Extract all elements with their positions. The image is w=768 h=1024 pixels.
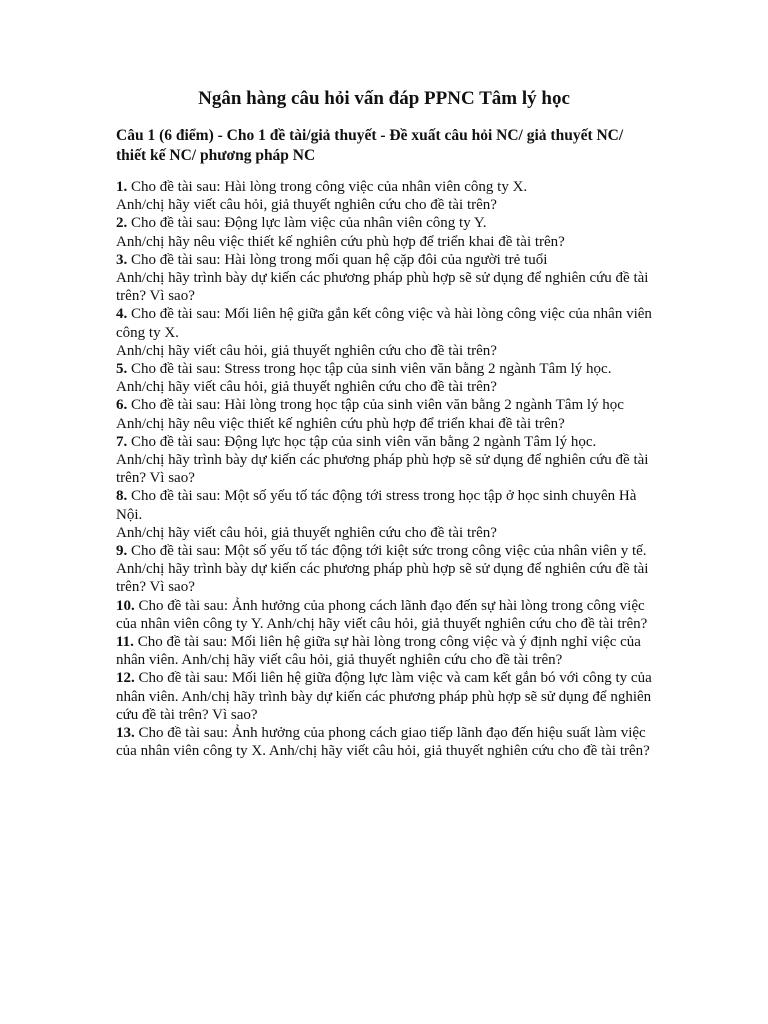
question-item [116, 669, 652, 724]
question-item [116, 251, 652, 306]
question-item [116, 633, 652, 669]
question-topic [116, 433, 652, 451]
question-topic-text: Cho đề tài sau: Ảnh hưởng của phong cách giao tiếp lãnh đạo đến hiệu suất làm việc của nhân viên công ty X. Anh/chị hãy viết câu hỏi, giả thuyết nghiên cứu cho đề tài trên? [116, 725, 650, 760]
question-number: 6. [116, 397, 128, 414]
question-topic [116, 597, 652, 633]
question-task: Anh/chị hãy nêu việc thiết kế nghiên cứu phù hợp để triển khai đề tài trên? [116, 233, 565, 250]
question-topic-text: Cho đề tài sau: Hài lòng trong học tập của sinh viên văn bằng 2 ngành Tâm lý học [127, 397, 624, 414]
question-topic-text: Cho đề tài sau: Stress trong học tập của sinh viên văn bằng 2 ngành Tâm lý học. [127, 361, 612, 378]
question-item [116, 360, 652, 396]
question-task: Anh/chị hãy trình bày dự kiến các phương pháp phù hợp sẽ sử dụng để nghiên cứu đề tài trên? Vì sao? [116, 452, 649, 487]
question-topic-text: Cho đề tài sau: Ảnh hưởng của phong cách lãnh đạo đến sự hài lòng trong công việc của nhân viên công ty Y. Anh/chị hãy viết câu hỏi, giả thuyết nghiên cứu cho đề tài trên? [116, 597, 648, 632]
question-number: 5. [116, 361, 128, 378]
question-item [116, 178, 652, 214]
question-topic [116, 251, 652, 269]
question-task: Anh/chị hãy viết câu hỏi, giả thuyết nghiên cứu cho đề tài trên? [116, 379, 497, 396]
question-number: 1. [116, 179, 128, 195]
question-task: Anh/chị hãy viết câu hỏi, giả thuyết nghiên cứu cho đề tài trên? [116, 197, 497, 214]
question-topic-text: Cho đề tài sau: Mối liên hệ giữa gắn kết công việc và hài lòng công việc của nhân viên công ty X. [116, 306, 652, 341]
question-topic [116, 633, 652, 669]
question-topic-text: Cho đề tài sau: Mối liên hệ giữa động lực làm việc và cam kết gắn bó với công ty của nhân viên. Anh/chị hãy trình bày dự kiến các phương pháp phù hợp sẽ sử dụng để nghiên cứu đề tài trên? Vì sao? [116, 670, 652, 723]
question-task: Anh/chị hãy nêu việc thiết kế nghiên cứu phù hợp để triển khai đề tài trên? [116, 415, 565, 432]
question-item [116, 214, 652, 250]
question-number: 8. [116, 488, 128, 505]
question-number: 10. [116, 597, 135, 614]
section-title: Câu 1 (6 điểm) - Cho 1 đề tài/giả thuyết - Đề xuất câu hỏi NC/ giả thuyết NC/ thiết kế NC/ phương pháp NC [116, 127, 624, 164]
question-item [116, 542, 652, 597]
question-number: 13. [116, 725, 135, 742]
question-item [116, 396, 652, 432]
question-topic-text: Cho đề tài sau: Hài lòng trong mối quan hệ cặp đôi của người trẻ tuổi [127, 251, 548, 268]
question-item [116, 597, 652, 633]
question-topic [116, 669, 652, 724]
question-topic-text: Cho đề tài sau: Mối liên hệ giữa sự hài lòng trong công việc và ý định nghỉ việc của nhân viên. Anh/chị hãy viết câu hỏi, giả thuyết nghiên cứu cho đề tài trên? [116, 634, 641, 669]
question-topic [116, 724, 652, 760]
question-topic [116, 178, 652, 196]
question-number: 9. [116, 543, 128, 560]
question-topic-text: Cho đề tài sau: Một số yếu tố tác động tới stress trong học tập ở học sinh chuyên Hà Nội. [116, 488, 637, 523]
question-item [116, 487, 652, 542]
question-topic-text: Cho đề tài sau: Động lực học tập của sinh viên văn bằng 2 ngành Tâm lý học. [127, 433, 597, 450]
question-topic [116, 542, 652, 560]
question-task: Anh/chị hãy trình bày dự kiến các phương pháp phù hợp sẽ sử dụng để nghiên cứu đề tài trên? Vì sao? [116, 270, 649, 305]
question-item [116, 724, 652, 760]
question-item [116, 433, 652, 488]
question-item [116, 305, 652, 360]
question-topic [116, 360, 652, 378]
question-number: 3. [116, 251, 128, 268]
question-number: 12. [116, 670, 135, 687]
question-topic-text: Cho đề tài sau: Hài lòng trong công việc của nhân viên công ty X. [127, 179, 528, 195]
question-number: 11. [116, 634, 134, 651]
question-topic [116, 305, 652, 341]
question-topic-text: Cho đề tài sau: Động lực làm việc của nhân viên công ty Y. [127, 215, 487, 232]
document-title: Ngân hàng câu hỏi vấn đáp PPNC Tâm lý học [198, 88, 570, 109]
question-topic-text: Cho đề tài sau: Một số yếu tố tác động tới kiệt sức trong công việc của nhân viên y tế. [127, 543, 647, 560]
question-number: 4. [116, 306, 128, 323]
question-number: 7. [116, 433, 128, 450]
question-topic [116, 396, 652, 414]
question-task: Anh/chị hãy viết câu hỏi, giả thuyết nghiên cứu cho đề tài trên? [116, 342, 497, 359]
document-page [116, 86, 652, 761]
question-task: Anh/chị hãy trình bày dự kiến các phương pháp phù hợp sẽ sử dụng để nghiên cứu đề tài trên? Vì sao? [116, 561, 649, 596]
question-topic [116, 214, 652, 232]
question-list [116, 178, 652, 761]
question-task: Anh/chị hãy viết câu hỏi, giả thuyết nghiên cứu cho đề tài trên? [116, 524, 497, 541]
question-topic [116, 487, 652, 523]
question-number: 2. [116, 215, 128, 232]
